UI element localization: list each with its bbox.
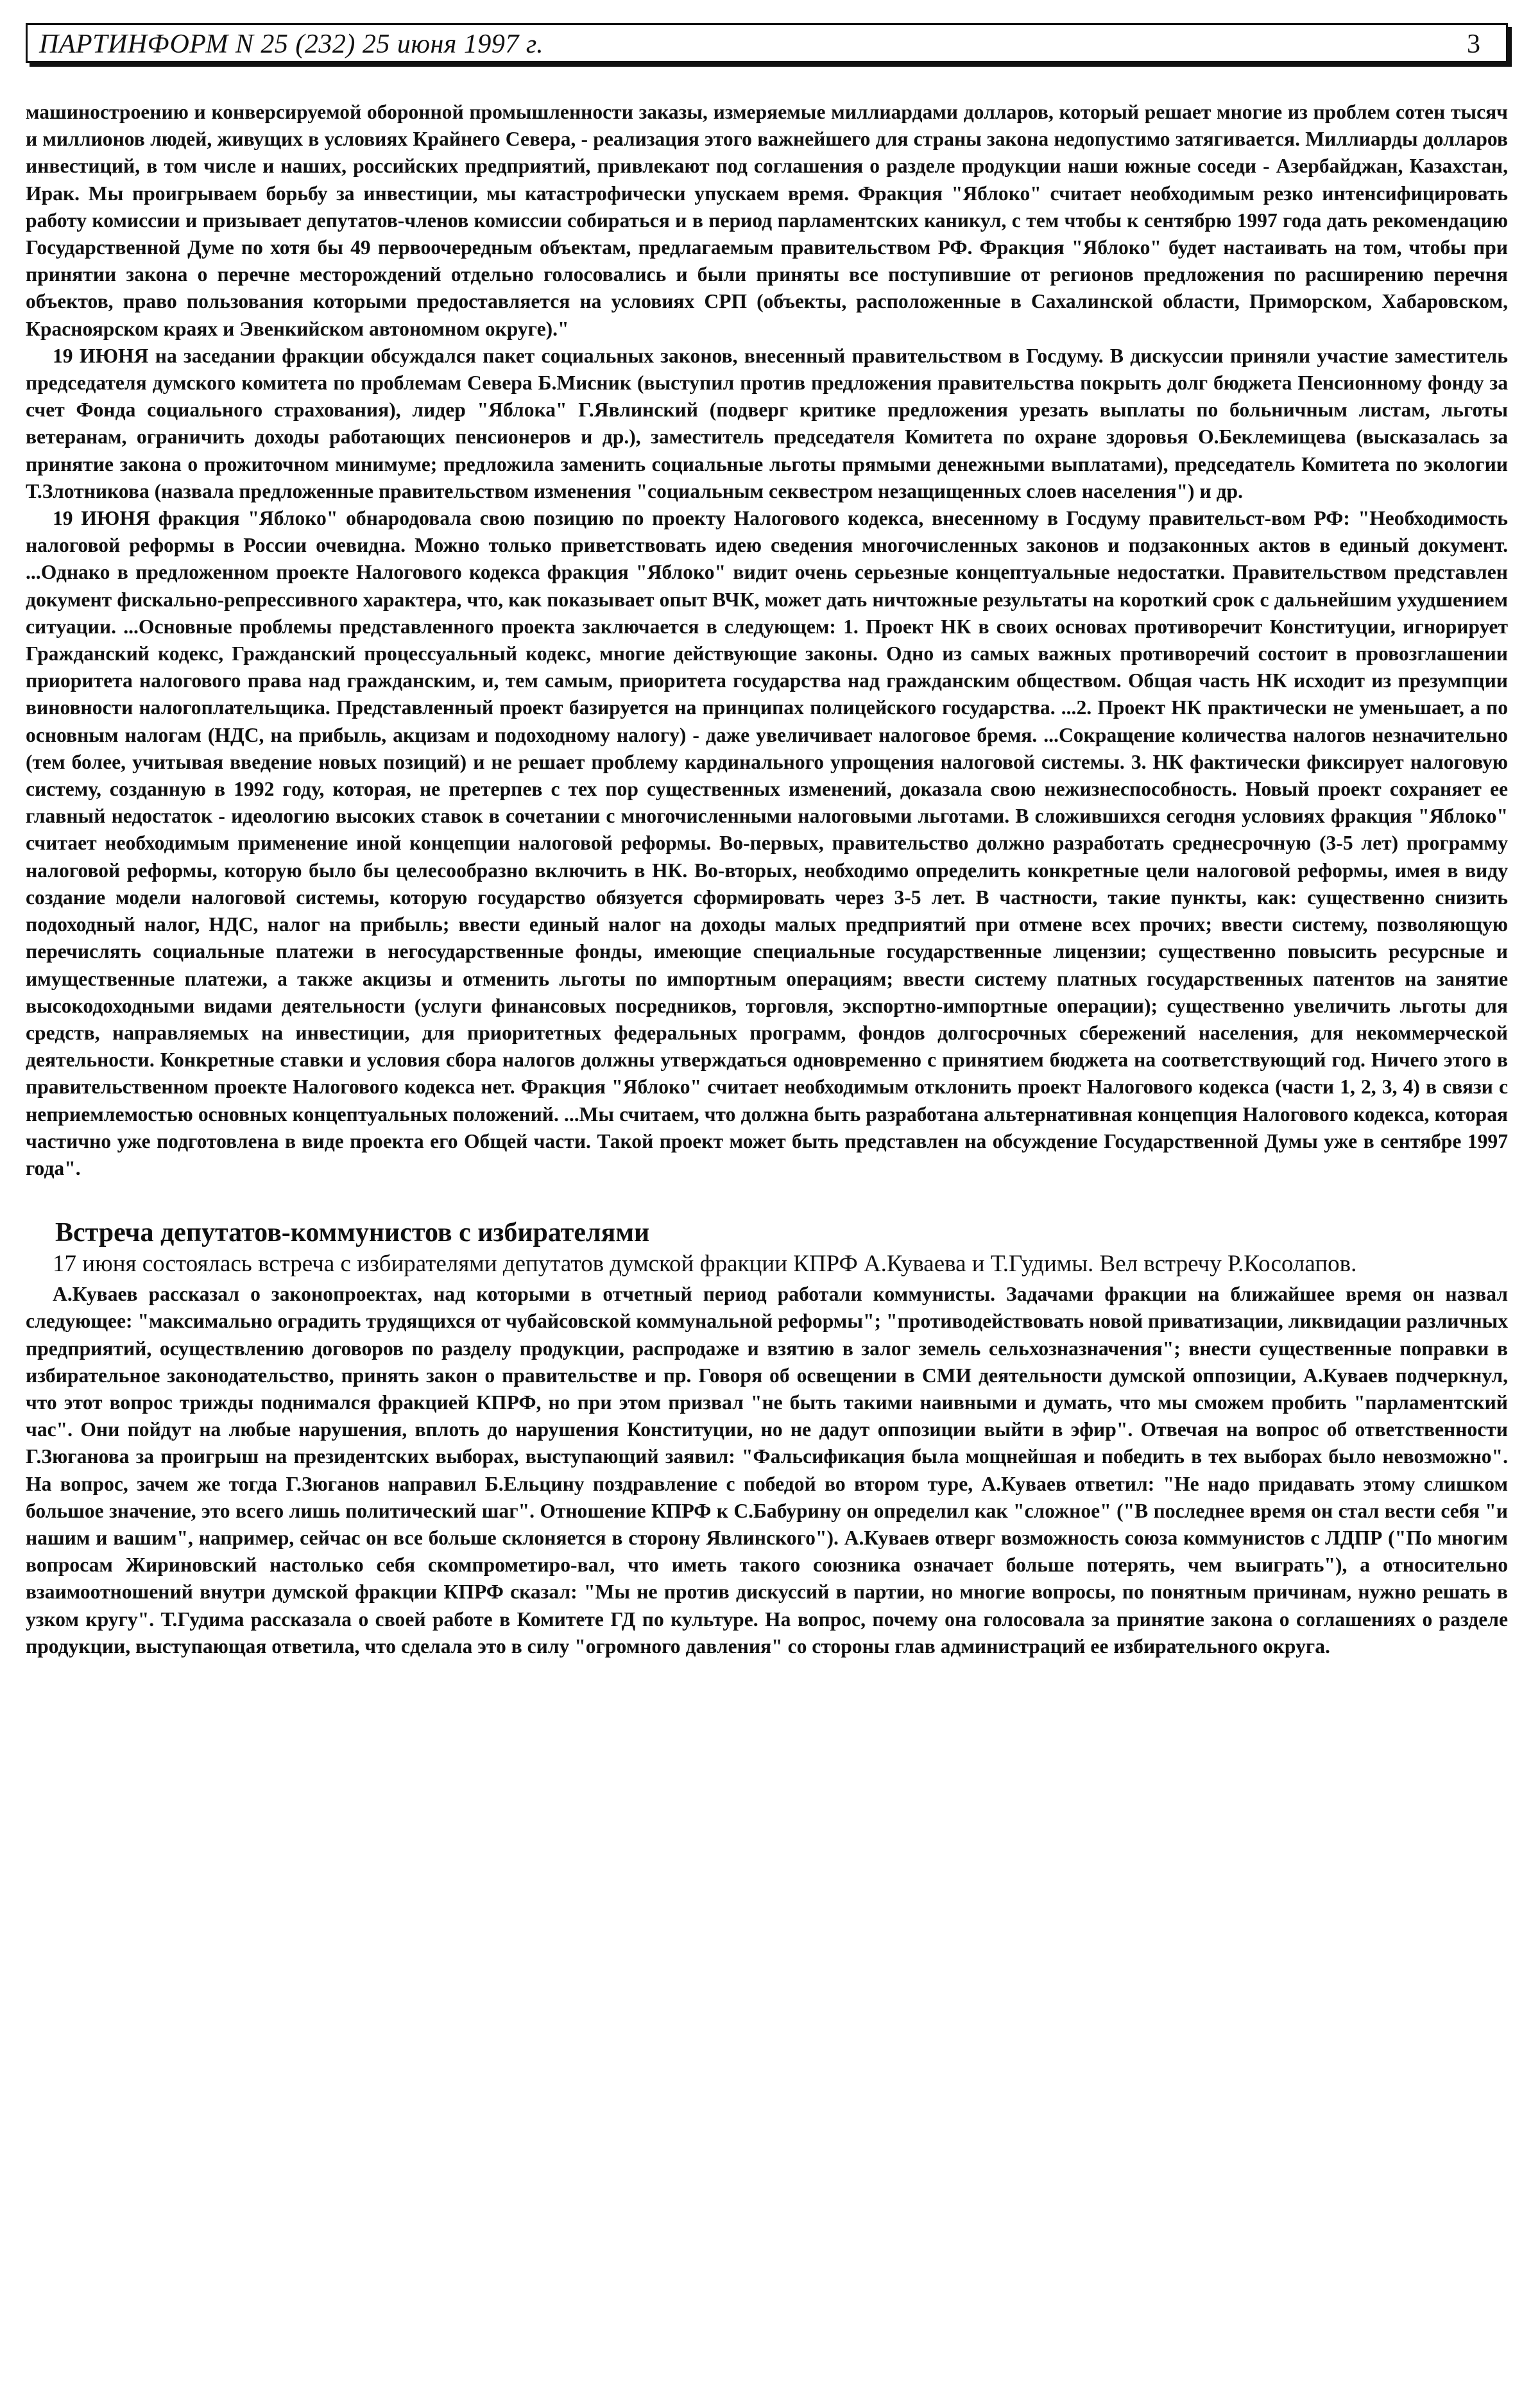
- article-paragraph: машиностроению и конверсируемой оборонной промышленности заказы, измеряемые миллиардами долларов, который решает многие из проблем сотен тысяч и миллионов людей, живущих в условиях Крайнего Севера, - реализация этого важнейшего для страны закона недопустимо затягивается. Миллиарды долларов инвестиций, в том числе и наших, российских предприятий, привлекают под соглашения о разделе продукции наши южные соседи - Азербайджан, Казахстан, Ирак. Мы проигрываем борьбу за инвестиции, мы катастрофически упускаем время. Фракция "Яблоко" считает необходимым резко интенсифицировать работу комиссии и призывает депутатов-членов комиссии собираться и в период парламентских каникул, с тем чтобы к сентябрю 1997 года дать рекомендацию Государственной Думе по хотя бы 49 первоочередным объектам, предлагаемым правительством РФ. Фракция "Яблоко" будет настаивать на том, чтобы при принятии закона о перечне месторождений отдельно голосовались и были приняты все поступившие от регионов предложения по расширению перечня объектов, право пользования которыми предоставляется на условиях СРП (объекты, расположенные в Сахалинской области, Приморском, Хабаровском, Красноярском краях и Эвенкийском автономном округе).": [26, 101, 1508, 340]
- article-paragraph: 19 ИЮНЯ на заседании фракции обсуждался пакет социальных законов, внесенный правительством в Госдуму. В дискуссии приняли участие заместитель председателя думского комитета по проблемам Севера Б.Мисник (выступил против предложения правительства покрыть долг бюджета Пенсионному фонду за счет Фонда социального страхования), лидер "Яблока" Г.Явлинский (подверг критике предложения урезать выплаты по больничным листам, льготы ветеранам, ограничить доходы работающих пенсионеров и др.), заместитель председателя Комитета по охране здоровья О.Беклемищева (высказалась за принятие закона о прожиточном минимуме; предложила заменить социальные льготы прямыми денежными выплатами), председатель Комитета по экологии Т.Злотникова (назвала предложенные правительством изменения "социальным секвестром незащищенных слоев населения") и др.: [26, 344, 1508, 502]
- page-number: 3: [1467, 30, 1480, 59]
- page-header: [26, 23, 1508, 63]
- publication-title: ПАРТИНФОРМ N 25 (232) 25 июня 1997 г.: [39, 30, 544, 59]
- article-paragraph: 19 ИЮНЯ фракция "Яблоко" обнародовала свою позицию по проекту Налогового кодекса, внесенному в Госдуму правительст-вом РФ: "Необходимость налоговой реформы в России очевидна. Можно только приветствовать идею сведения многочисленных законов и подзаконных актов в единый документ. ...Однако в предложенном проекте Налогового кодекса фракция "Яблоко" видит очень серьезные концептуальные недостатки. Правительством представлен документ фискально-репрессивного характера, что, как показывает опыт ВЧК, может дать ничтожные результаты на короткий срок с дальнейшим ухудшением ситуации. ...Основные проблемы представленного проекта заключается в следующем: 1. Проект НК в своих основах противоречит Конституции, игнорирует Гражданский кодекс, Гражданский процессуальный кодекс, многие действующие законы. Одно из самых важных противоречий состоит в провозглашении приоритета налогового права над гражданским, и, тем самым, приоритета государства над гражданским обществом. Общая часть НК исходит из презумпции виновности налогоплательщика. Представленный проект базируется на принципах полицейского государства. ...2. Проект НК практически не уменьшает, а по основным налогам (НДС, на прибыль, акцизам и подоходному налогу) - даже увеличивает налоговое бремя. ...Сокращение количества налогов незначительно (тем более, учитывая введение новых позиций) и не решает проблему кардинального упрощения налоговой системы. 3. НК фактически фиксирует налоговую систему, созданную в 1992 году, которая, не претерпев с тех пор существенных изменений, доказала свою нежизнеспособность. Новый проект сохраняет ее главный недостаток - идеологию высоких ставок в сочетании с многочисленными налоговыми льготами. В сложившихся сегодня условиях фракция "Яблоко" считает необходимым применение иной концепции налоговой реформы. Во-первых, правительство должно разработать среднесрочную (3-5 лет) программу налоговой реформы, которую было бы целесообразно включить в НК. Во-вторых, необходимо определить конкретные цели налоговой реформы, имея в виду создание модели налоговой системы, которую государство обязуется сформировать через 3-5 лет. В частности, такие пункты, как: существенно снизить подоходный налог, НДС, налог на прибыль; ввести единый налог на доходы малых предприятий при отмене всех прочих; ввести систему, позволяющую перечислять социальные платежи в негосударственные фонды, имеющие специальные государственные лицензии; существенно повысить ресурсные и имущественные платежи, а также акцизы и отменить льготы по импортным операциям; ввести систему платных государственных патентов на занятие высокодоходными видами деятельности (услуги финансовых посредников, торговля, экспортно-импортные операции); существенно увеличить льготы для средств, направляемых на инвестиции, для приоритетных федеральных программ, фондов долгосрочных сбережений населения, для некоммерческой деятельности. Конкретные ставки и условия сбора налогов должны утверждаться одновременно с принятием бюджета на соответствующий год. Ничего этого в правительственном проекте Налогового кодекса нет. Фракция "Яблоко" считает необходимым отклонить проект Налогового кодекса (части 1, 2, 3, 4) в связи с неприемлемостью основных концептуальных положений. ...Мы считаем, что должна быть разработана альтернативная концепция Налогового кодекса, которая частично уже подготовлена в виде проекта его Общей части. Такой проект может быть представлен на обсуждение Государственной Думы уже в сентябре 1997 года".: [26, 507, 1508, 1179]
- section-lead: 17 июня состоялась встреча с избирателями депутатов думской фракции КПРФ А.Куваева и Т.Гудимы. Вел встречу Р.Косолапов.: [53, 1251, 1357, 1278]
- article-kprf-meeting: [26, 1215, 1508, 1660]
- section-heading: Встреча депутатов-коммунистов с избирателями: [55, 1218, 650, 1248]
- article-yabloko: [26, 99, 1508, 1182]
- section-body: А.Куваев рассказал о законопроектах, над которыми в отчетный период работали коммунисты. Задачами фракции на ближайшее время он назвал следующее: "максимально оградить трудящихся от чубайсовской коммунальной реформы"; "противодействовать новой приватизации, ликвидации различных предприятий, осуществлению договоров по разделу продукции, распродаже и взятию в залог земель сельхозназначения"; внести существенные поправки в избирательное законодательство, принять закон о правительстве и пр. Говоря об освещении в СМИ деятельности думской оппозиции, А.Куваев подчеркнул, что этот вопрос трижды поднимался фракцией КПРФ, но при этом призвал "не быть такими наивными и думать, что мы сможем пробить "парламентский час". Они пойдут на любые нарушения, вплоть до нарушения Конституции, но не дадут оппозиции выйти в эфир". Отвечая на вопрос об ответственности Г.Зюганова за проигрыш на президентских выборах, выступающий заявил: "Фальсификация была мощнейшая и победить в тех выборах было невозможно". На вопрос, зачем же тогда Г.Зюганов направил Б.Ельцину поздравление с победой во втором туре, А.Куваев ответил: "Не надо придавать этому слишком большое значение, это всего лишь политический шаг". Отношение КПРФ к С.Бабурину он определил как "сложное" ("В последнее время он стал вести себя "и нашим и вашим", например, сейчас он все больше склоняется в сторону Явлинского"). А.Куваев отверг возможность союза коммунистов с ЛДПР ("По многим вопросам Жириновский настолько себя скомпрометиро-вал, что иметь такого союзника означает больше потерять, чем выиграть"), а относительно взаимоотношений внутри думской фракции КПРФ сказал: "Мы не против дискуссий в партии, но многие вопросы, по понятным причинам, нужно решать в узком кругу". Т.Гудима рассказала о своей работе в Комитете ГД по культуре. На вопрос, почему она голосовала за принятие закона о соглашениях о разделе продукции, выступающая ответила, что сделала это в силу "огромного давления" со стороны глав администраций ее избирательного округа.: [26, 1283, 1508, 1658]
- newspaper-page: [26, 23, 1508, 1660]
